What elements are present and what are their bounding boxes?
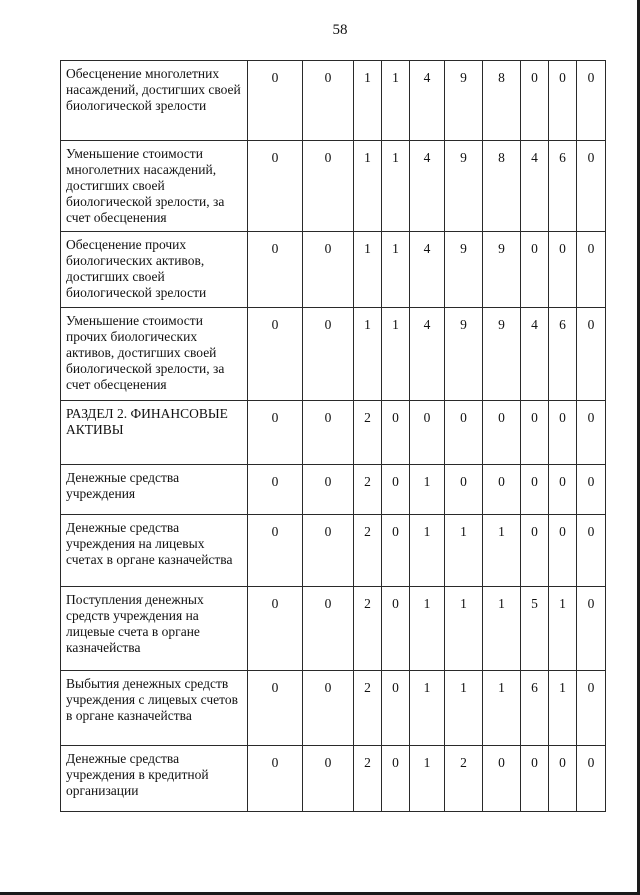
code-digit-cell: 0 (303, 308, 354, 401)
table-row (61, 401, 606, 465)
code-digit-cell: 1 (410, 746, 445, 812)
table-row (61, 465, 606, 515)
code-digit-cell: 2 (354, 401, 382, 465)
account-name-cell: Уменьшение стоимости многолетних насаждений, достигших своей биологической зрелости, за счет обесценения (61, 141, 248, 232)
code-digit-cell: 0 (445, 401, 483, 465)
code-digit-cell: 0 (483, 465, 521, 515)
code-digit-cell: 0 (382, 515, 410, 587)
code-digit-cell: 0 (521, 232, 549, 308)
code-digit-cell: 1 (354, 308, 382, 401)
code-digit-cell: 9 (445, 141, 483, 232)
account-name-cell: Денежные средства учреждения на лицевых счетах в органе казначейства (61, 515, 248, 587)
code-digit-cell: 4 (521, 308, 549, 401)
code-digit-cell: 0 (577, 671, 606, 746)
code-digit-cell: 9 (445, 308, 483, 401)
code-digit-cell: 0 (549, 746, 577, 812)
code-digit-cell: 0 (549, 465, 577, 515)
code-digit-cell: 9 (483, 232, 521, 308)
code-digit-cell: 0 (483, 746, 521, 812)
account-name-cell: Обесценение многолетних насаждений, достигших своей биологической зрелости (61, 61, 248, 141)
code-digit-cell: 4 (410, 232, 445, 308)
code-digit-cell: 1 (410, 465, 445, 515)
table-row (61, 141, 606, 232)
code-digit-cell: 0 (549, 401, 577, 465)
account-codes-table (60, 60, 606, 812)
code-digit-cell: 0 (248, 232, 303, 308)
code-digit-cell: 0 (549, 61, 577, 141)
code-digit-cell: 1 (410, 671, 445, 746)
code-digit-cell: 0 (303, 465, 354, 515)
account-name-cell: РАЗДЕЛ 2. ФИНАНСОВЫЕ АКТИВЫ (61, 401, 248, 465)
code-digit-cell: 6 (549, 308, 577, 401)
code-digit-cell: 0 (248, 401, 303, 465)
code-digit-cell: 1 (483, 671, 521, 746)
code-digit-cell: 8 (483, 61, 521, 141)
code-digit-cell: 0 (521, 465, 549, 515)
code-digit-cell: 0 (577, 515, 606, 587)
code-digit-cell: 6 (521, 671, 549, 746)
code-digit-cell: 1 (410, 515, 445, 587)
code-digit-cell: 1 (549, 587, 577, 671)
table-row (61, 308, 606, 401)
code-digit-cell: 0 (521, 746, 549, 812)
code-digit-cell: 0 (303, 141, 354, 232)
code-digit-cell: 2 (354, 671, 382, 746)
code-digit-cell: 0 (382, 587, 410, 671)
code-digit-cell: 0 (303, 746, 354, 812)
table-row (61, 61, 606, 141)
code-digit-cell: 0 (248, 308, 303, 401)
code-digit-cell: 0 (521, 515, 549, 587)
code-digit-cell: 0 (303, 232, 354, 308)
code-digit-cell: 2 (354, 465, 382, 515)
code-digit-cell: 1 (549, 671, 577, 746)
code-digit-cell: 0 (549, 232, 577, 308)
code-digit-cell: 0 (577, 232, 606, 308)
code-digit-cell: 0 (248, 587, 303, 671)
account-name-cell: Поступления денежных средств учреждения на лицевые счета в органе казначейства (61, 587, 248, 671)
code-digit-cell: 0 (382, 401, 410, 465)
code-digit-cell: 4 (410, 141, 445, 232)
code-digit-cell: 0 (577, 141, 606, 232)
code-digit-cell: 1 (445, 515, 483, 587)
code-digit-cell: 0 (577, 308, 606, 401)
code-digit-cell: 1 (354, 141, 382, 232)
code-digit-cell: 0 (577, 401, 606, 465)
code-digit-cell: 0 (577, 587, 606, 671)
account-name-cell: Выбытия денежных средств учреждения с лицевых счетов в органе казначейства (61, 671, 248, 746)
code-digit-cell: 9 (445, 232, 483, 308)
code-digit-cell: 0 (248, 515, 303, 587)
code-digit-cell: 0 (248, 61, 303, 141)
code-digit-cell: 2 (354, 515, 382, 587)
code-digit-cell: 6 (549, 141, 577, 232)
account-name-cell: Уменьшение стоимости прочих биологических активов, достигших своей биологической зрелости, за счет обесценения (61, 308, 248, 401)
code-digit-cell: 0 (248, 465, 303, 515)
table-row (61, 515, 606, 587)
code-digit-cell: 0 (521, 61, 549, 141)
table-body (61, 61, 606, 812)
code-digit-cell: 1 (382, 141, 410, 232)
code-digit-cell: 9 (445, 61, 483, 141)
code-digit-cell: 1 (483, 515, 521, 587)
account-name-cell: Обесценение прочих биологических активов, достигших своей биологической зрелости (61, 232, 248, 308)
page-number: 58 (332, 22, 348, 38)
code-digit-cell: 0 (303, 515, 354, 587)
code-digit-cell: 0 (248, 141, 303, 232)
code-digit-cell: 0 (382, 671, 410, 746)
code-digit-cell: 0 (410, 401, 445, 465)
code-digit-cell: 0 (521, 401, 549, 465)
code-digit-cell: 1 (354, 61, 382, 141)
code-digit-cell: 2 (354, 746, 382, 812)
code-digit-cell: 0 (248, 746, 303, 812)
code-digit-cell: 2 (354, 587, 382, 671)
account-name-cell: Денежные средства учреждения в кредитной организации (61, 746, 248, 812)
table-row (61, 232, 606, 308)
code-digit-cell: 0 (303, 671, 354, 746)
code-digit-cell: 0 (382, 465, 410, 515)
code-digit-cell: 0 (248, 671, 303, 746)
code-digit-cell: 0 (483, 401, 521, 465)
code-digit-cell: 4 (521, 141, 549, 232)
code-digit-cell: 1 (410, 587, 445, 671)
code-digit-cell: 0 (303, 401, 354, 465)
code-digit-cell: 0 (577, 61, 606, 141)
code-digit-cell: 0 (577, 746, 606, 812)
code-digit-cell: 8 (483, 141, 521, 232)
table-row (61, 671, 606, 746)
code-digit-cell: 1 (445, 671, 483, 746)
code-digit-cell: 0 (303, 61, 354, 141)
code-digit-cell: 1 (382, 61, 410, 141)
code-digit-cell: 1 (382, 232, 410, 308)
code-digit-cell: 1 (382, 308, 410, 401)
code-digit-cell: 0 (577, 465, 606, 515)
code-digit-cell: 0 (303, 587, 354, 671)
code-digit-cell: 1 (354, 232, 382, 308)
table-row (61, 587, 606, 671)
code-digit-cell: 2 (445, 746, 483, 812)
code-digit-cell: 5 (521, 587, 549, 671)
code-digit-cell: 1 (445, 587, 483, 671)
code-digit-cell: 9 (483, 308, 521, 401)
table-row (61, 746, 606, 812)
code-digit-cell: 4 (410, 61, 445, 141)
code-digit-cell: 1 (483, 587, 521, 671)
code-digit-cell: 0 (549, 515, 577, 587)
code-digit-cell: 4 (410, 308, 445, 401)
code-digit-cell: 0 (445, 465, 483, 515)
account-name-cell: Денежные средства учреждения (61, 465, 248, 515)
code-digit-cell: 0 (382, 746, 410, 812)
